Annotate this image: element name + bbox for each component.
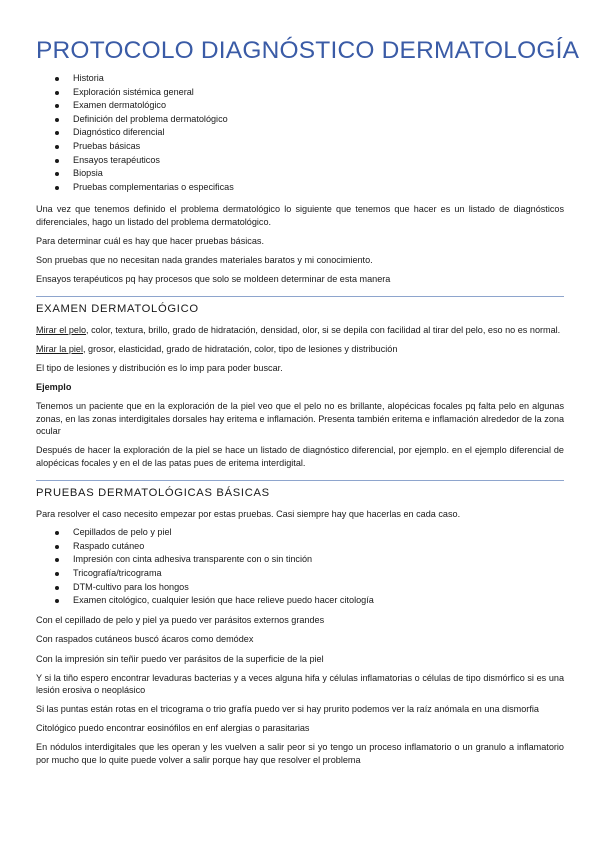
piel-text: , grosor, elasticidad, grado de hidratación, color, tipo de lesiones y distribución bbox=[83, 343, 398, 354]
intro-paragraph: Para determinar cuál es hay que hacer pruebas básicas. bbox=[36, 236, 264, 247]
list-item: Ensayos terapéuticos bbox=[36, 154, 564, 168]
list-item: Historia bbox=[36, 72, 564, 86]
intro-paragraph: Son pruebas que no necesitan nada grandes materiales baratos y mi conocimiento. bbox=[36, 255, 373, 266]
section-divider bbox=[36, 480, 564, 481]
protocol-steps-list bbox=[36, 72, 564, 194]
pruebas-paragraph: Con el cepillado de pelo y piel ya puedo ver parásitos externos grandes bbox=[36, 615, 325, 626]
list-item: Exploración sistémica general bbox=[36, 86, 564, 100]
pruebas-paragraph: Si las puntas están rotas en el tricograma o trio grafía puedo ver si hay prurito podemos ver la raíz anómala en una dismorfia bbox=[36, 704, 539, 715]
pruebas-paragraph: Con raspados cutáneos buscó ácaros como demódex bbox=[36, 634, 254, 645]
list-item: DTM-cultivo para los hongos bbox=[36, 581, 564, 595]
ejemplo-paragraph: Después de hacer la exploración de la piel se hace un listado de diagnóstico diferencial, por ejemplo. en el ejemplo diferencial de alopécicas focales y en el de las patas pues de eritema interdigital. bbox=[36, 445, 564, 469]
section-heading-pruebas: PRUEBAS DERMATOLÓGICAS BÁSICAS bbox=[36, 486, 270, 499]
section-heading-examen: EXAMEN DERMATOLÓGICO bbox=[36, 302, 199, 315]
ejemplo-paragraph: Tenemos un paciente que en la exploración de la piel veo que el pelo no es brillante, alopécicas focales pq falta pelo en algunas zonas, en las zonas interdigitales dorsales hay eritema e inflamación. Presenta también eritema e inflamación alrededor de la zona ocular bbox=[36, 401, 564, 437]
document-body bbox=[36, 72, 564, 767]
intro-paragraph: Ensayos terapéuticos pq hay procesos que solo se moldeen determinar de esta manera bbox=[36, 274, 391, 285]
pruebas-paragraph: Con la impresión sin teñir puedo ver parásitos de la superficie de la piel bbox=[36, 653, 324, 664]
pruebas-paragraph: Citológico puedo encontrar eosinófilos en enf alergias o parasitarias bbox=[36, 723, 310, 734]
pelo-paragraph bbox=[36, 324, 564, 337]
list-item: Diagnóstico diferencial bbox=[36, 126, 564, 140]
ejemplo-label: Ejemplo bbox=[36, 382, 72, 393]
list-item: Raspado cutáneo bbox=[36, 540, 564, 554]
pruebas-intro: Para resolver el caso necesito empezar por estas pruebas. Casi siempre hay que hacerlas en cada caso. bbox=[36, 508, 461, 519]
list-item: Cepillados de pelo y piel bbox=[36, 526, 564, 540]
list-item: Tricografía/tricograma bbox=[36, 567, 564, 581]
piel-label: Mirar la piel bbox=[36, 343, 83, 354]
list-item: Examen dermatológico bbox=[36, 99, 564, 113]
list-item: Pruebas básicas bbox=[36, 140, 564, 154]
lesiones-paragraph: El tipo de lesiones y distribución es lo imp para poder buscar. bbox=[36, 363, 283, 373]
page-title: PROTOCOLO DIAGNÓSTICO DERMATOLOGÍA bbox=[36, 37, 580, 64]
pruebas-list bbox=[36, 526, 564, 608]
pelo-text: , color, textura, brillo, grado de hidratación, densidad, olor, si se depila con facilidad al tirar del pelo, eso no es normal. bbox=[86, 324, 561, 335]
piel-paragraph bbox=[36, 343, 564, 356]
list-item: Definición del problema dermatológico bbox=[36, 113, 564, 127]
list-item: Impresión con cinta adhesiva transparente con o sin tinción bbox=[36, 553, 564, 567]
section-divider bbox=[36, 296, 564, 297]
pruebas-paragraph: En nódulos interdigitales que les operan y les vuelven a salir peor si yo tengo un proceso inflamatorio o un granulo a inflamatorio por mucho que lo quite puede volver a salir porque hay que resolver el problema bbox=[36, 742, 564, 766]
intro-paragraph: Una vez que tenemos definido el problema dermatológico lo siguiente que tenemos que hacer es un listado de diagnósticos diferenciales, hago un listado del problema dermatológico. bbox=[36, 204, 564, 227]
pruebas-paragraph: Y si la tiño espero encontrar levaduras bacterias y a veces alguna hifa y células inflamatorias o células de tipo dismórfico si es una lesión erosiva o neoplásico bbox=[36, 672, 564, 696]
list-item: Pruebas complementarias o especificas bbox=[36, 181, 564, 195]
list-item: Biopsia bbox=[36, 167, 564, 181]
list-item: Examen citológico, cualquier lesión que hace relieve puedo hacer citología bbox=[36, 594, 564, 608]
pelo-label: Mirar el pelo bbox=[36, 324, 87, 335]
